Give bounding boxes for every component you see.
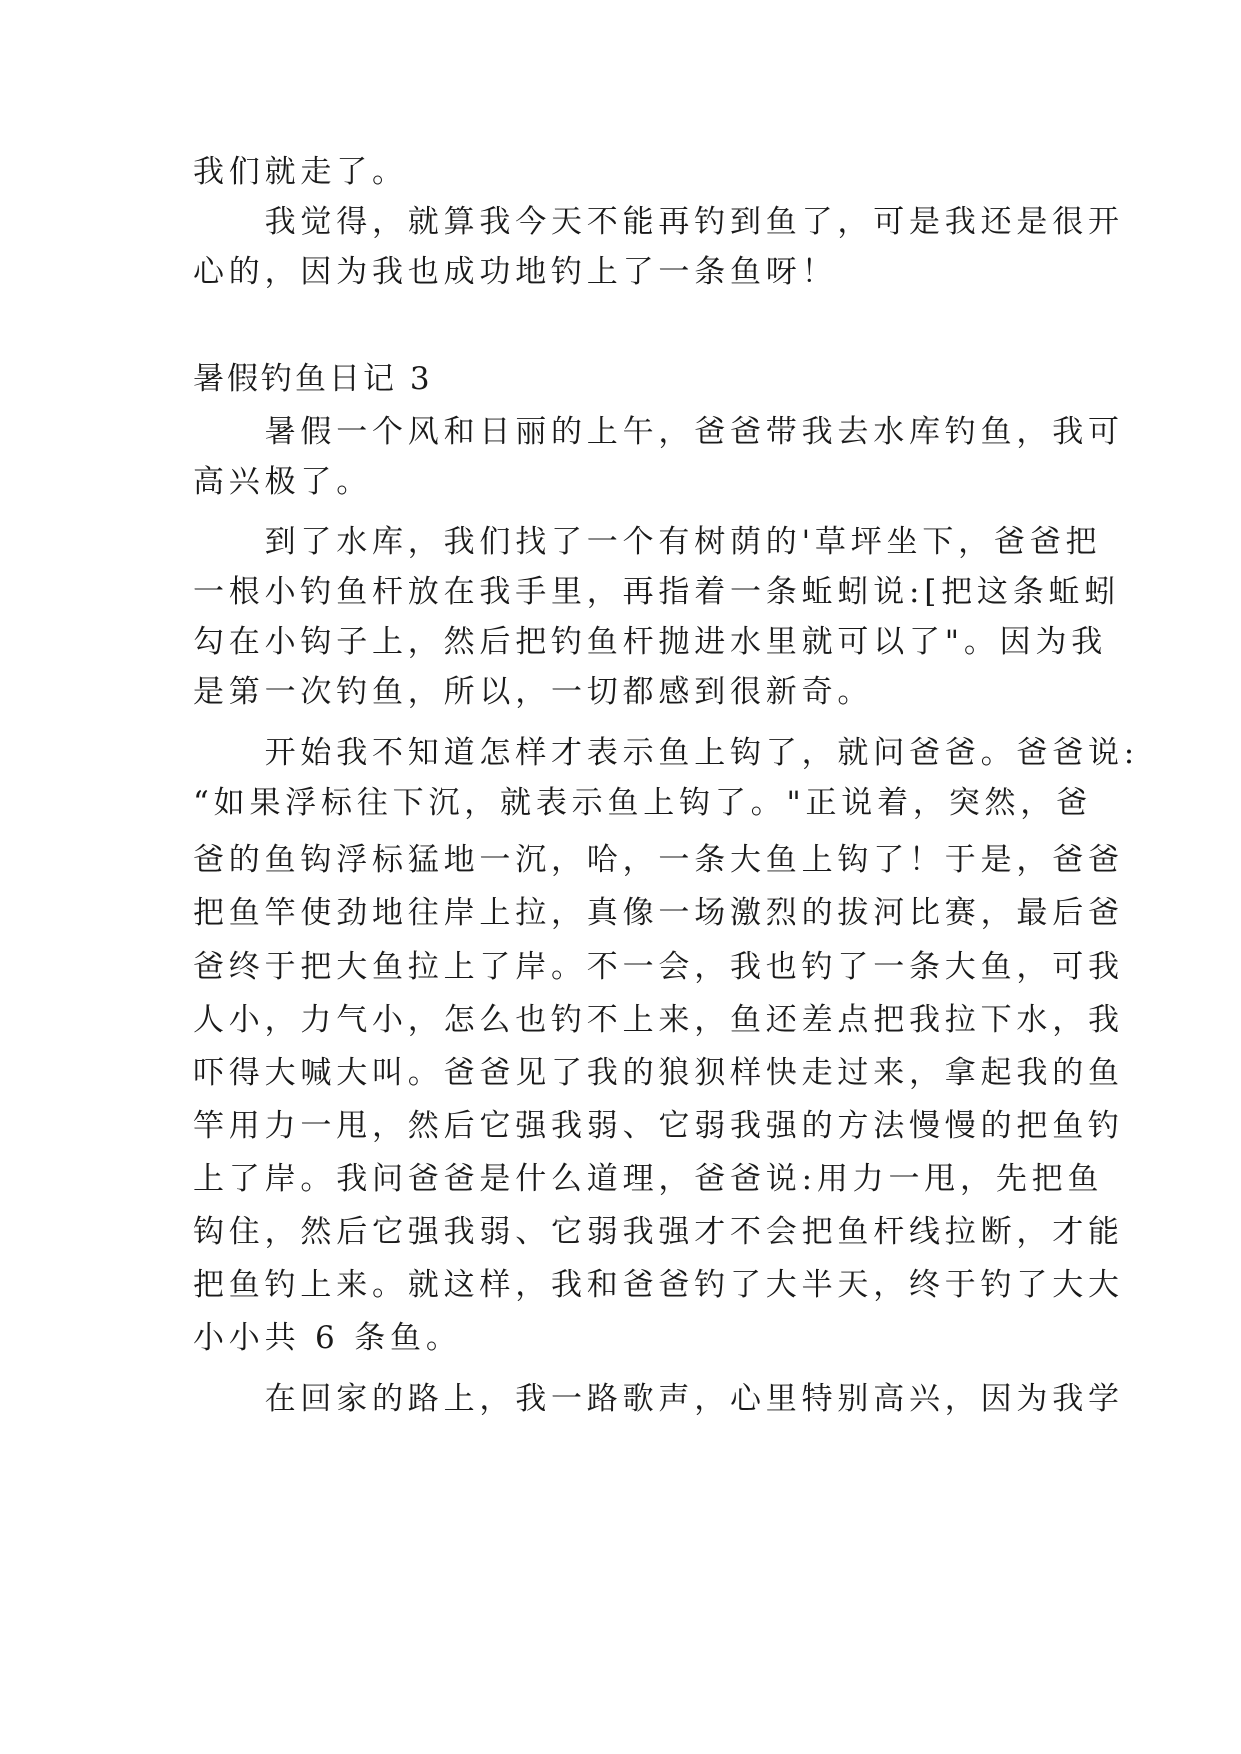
text-line: 爸终于把大鱼拉上了岸。不一会，我也钓了一条大鱼，可我 (193, 949, 1124, 985)
text-line: 到了水库，我们找了一个有树荫的'草坪坐下，爸爸把 (193, 524, 1102, 560)
text-line: 暑假一个风和日丽的上午，爸爸带我去水库钓鱼，我可 (193, 414, 1124, 450)
text-line: 把鱼竿使劲地往岸上拉，真像一场激烈的拔河比赛，最后爸 (193, 895, 1124, 931)
text-line: 钩住，然后它强我弱、它弱我强才不会把鱼杆线拉断，才能 (193, 1214, 1124, 1250)
text-line: 小小共 6 条鱼。 (193, 1320, 462, 1356)
text-line: 吓得大喊大叫。爸爸见了我的狼狈样快走过来，拿起我的鱼 (193, 1055, 1124, 1091)
text-line: 是第一次钓鱼，所以，一切都感到很新奇。 (193, 674, 874, 710)
text-line: 竿用力一甩，然后它强我弱、它弱我强的方法慢慢的把鱼钓 (193, 1108, 1124, 1144)
text-line: 我觉得，就算我今天不能再钓到鱼了，可是我还是很开 (193, 204, 1124, 240)
text-line: 爸的鱼钩浮标猛地一沉，哈，一条大鱼上钩了！于是，爸爸 (193, 842, 1124, 878)
text-line: 勾在小钩子上，然后把钓鱼杆抛进水里就可以了"。因为我 (193, 624, 1108, 660)
text-line: 在回家的路上，我一路歌声，心里特别高兴，因为我学 (193, 1381, 1124, 1417)
text-line: 心的，因为我也成功地钓上了一条鱼呀！ (193, 254, 838, 290)
text-line: “如果浮标往下沉，就表示鱼上钩了。"正说着，突然，爸 (193, 785, 1092, 821)
text-line: 开始我不知道怎样才表示鱼上钩了，就问爸爸。爸爸说: (193, 735, 1140, 771)
text-line: 一根小钓鱼杆放在我手里，再指着一条蚯蚓说:[把这条蚯蚓 (193, 574, 1121, 610)
text-line: 我们就走了。 (193, 154, 408, 190)
text-line: 把鱼钓上来。就这样，我和爸爸钓了大半天，终于钓了大大 (193, 1267, 1124, 1303)
text-line: 上了岸。我问爸爸是什么道理，爸爸说:用力一甩，先把鱼 (193, 1161, 1104, 1197)
text-line: 人小，力气小，怎么也钓不上来，鱼还差点把我拉下水，我 (193, 1002, 1124, 1038)
section-title: 暑假钓鱼日记 3 (193, 361, 433, 397)
text-line: 高兴极了。 (193, 464, 372, 500)
